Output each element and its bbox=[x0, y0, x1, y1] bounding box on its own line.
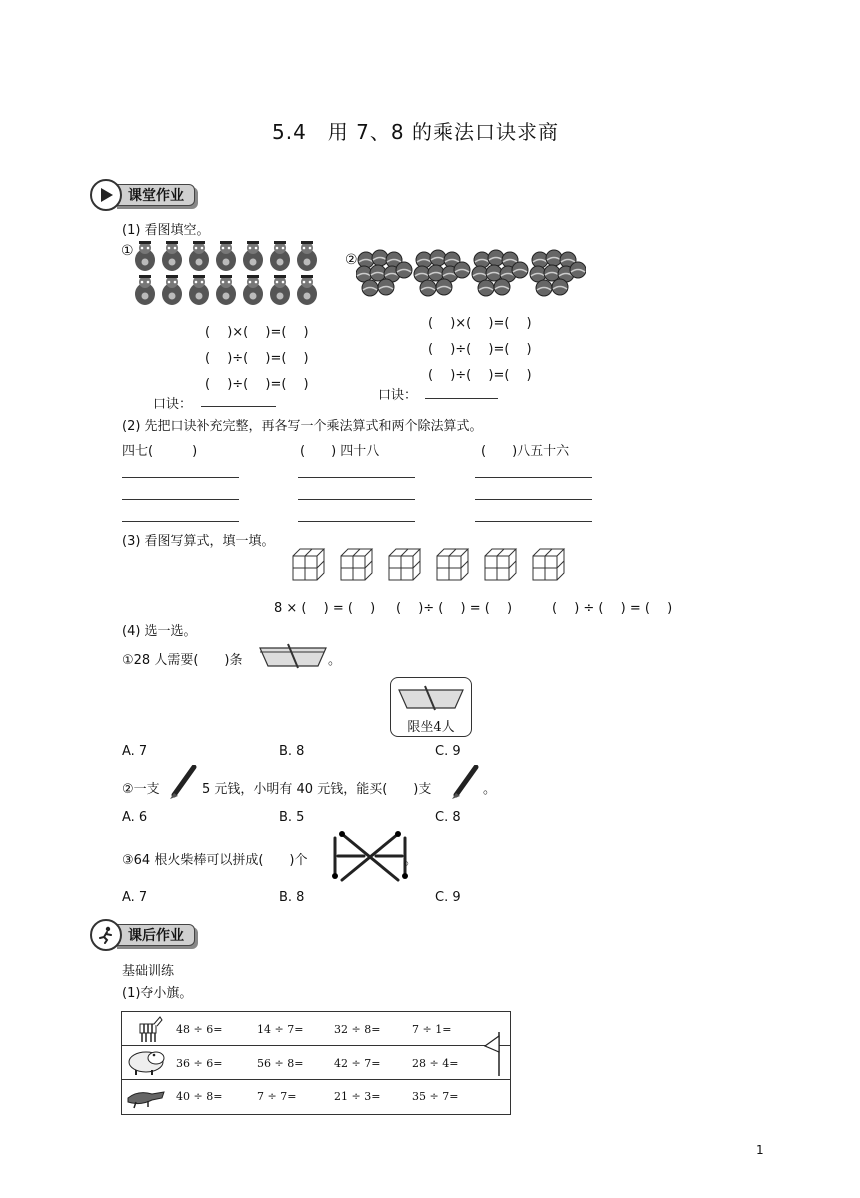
equation-blank[interactable]: ( )÷( )=( ) bbox=[205, 377, 309, 392]
division-problem[interactable]: 35 ÷ 7= bbox=[412, 1090, 459, 1103]
period: 。 bbox=[483, 782, 497, 797]
boat-icon bbox=[258, 638, 328, 670]
answer-line[interactable] bbox=[201, 406, 276, 407]
division-problem[interactable]: 21 ÷ 3= bbox=[334, 1090, 381, 1103]
option-a[interactable]: A. 7 bbox=[122, 744, 148, 759]
equation-blank[interactable]: ( ) ÷ ( ) = ( ) bbox=[552, 601, 673, 616]
question-text: ③64 根火柴棒可以拼成( )个 bbox=[122, 853, 308, 868]
boat-icon bbox=[397, 682, 465, 712]
question-heading: (3) 看图写算式，填一填。 bbox=[122, 534, 275, 549]
row-divider bbox=[121, 1079, 511, 1080]
answer-line[interactable] bbox=[298, 477, 415, 478]
row-divider bbox=[121, 1045, 511, 1046]
hippo-icon bbox=[126, 1048, 166, 1076]
question-heading: (1) 看图填空。 bbox=[122, 223, 210, 238]
crocodile-icon bbox=[126, 1084, 166, 1110]
option-b[interactable]: B. 8 bbox=[279, 890, 305, 905]
answer-line[interactable] bbox=[298, 521, 415, 522]
option-b[interactable]: B. 5 bbox=[279, 810, 305, 825]
division-problem[interactable]: 40 ÷ 8= bbox=[176, 1090, 223, 1103]
equation-blank[interactable]: ( )×( )=( ) bbox=[205, 325, 309, 340]
answer-line[interactable] bbox=[122, 499, 239, 500]
option-b[interactable]: B. 8 bbox=[279, 744, 305, 759]
section-banner-homework bbox=[90, 922, 195, 948]
answer-line[interactable] bbox=[475, 477, 592, 478]
pen-icon bbox=[168, 765, 198, 801]
question-heading: (2) 先把口诀补充完整，再各写一个乘法算式和两个除法算式。 bbox=[122, 419, 483, 434]
pen-icon bbox=[450, 765, 480, 801]
item-marker: ① bbox=[121, 243, 134, 259]
division-problem[interactable]: 42 ÷ 7= bbox=[334, 1057, 381, 1070]
zebra-icon bbox=[134, 1014, 164, 1044]
question-text: 5 元钱，小明有 40 元钱，能买( )支 bbox=[202, 782, 432, 797]
boat-sign-label: 限坐4人 bbox=[407, 720, 455, 735]
answer-line[interactable] bbox=[122, 521, 239, 522]
answer-line[interactable] bbox=[475, 521, 592, 522]
runner-icon bbox=[90, 919, 122, 951]
equation-blank[interactable]: 8 × ( ) = ( ) bbox=[274, 601, 376, 616]
division-problem[interactable]: 14 ÷ 7= bbox=[257, 1023, 304, 1036]
section-title: 课后作业 bbox=[114, 924, 195, 946]
division-problem[interactable]: 32 ÷ 8= bbox=[334, 1023, 381, 1036]
option-c[interactable]: C. 8 bbox=[435, 810, 461, 825]
rhyme-label: 口诀： bbox=[153, 397, 193, 412]
toy-figures-image bbox=[132, 238, 320, 308]
item-marker: ② bbox=[345, 252, 358, 268]
option-a[interactable]: A. 6 bbox=[122, 810, 148, 825]
division-problem[interactable]: 48 ÷ 6= bbox=[176, 1023, 223, 1036]
question-heading: (4) 选一选。 bbox=[122, 624, 197, 639]
flag-icon bbox=[482, 1030, 508, 1078]
answer-line[interactable] bbox=[298, 499, 415, 500]
division-problem[interactable]: 36 ÷ 6= bbox=[176, 1057, 223, 1070]
page-title: 5.4 用 7、8 的乘法口诀求商 bbox=[272, 120, 559, 144]
division-problem[interactable]: 56 ÷ 8= bbox=[257, 1057, 304, 1070]
option-a[interactable]: A. 7 bbox=[122, 890, 148, 905]
answer-line[interactable] bbox=[122, 477, 239, 478]
matchstick-figure-icon bbox=[330, 828, 410, 886]
page-number: 1 bbox=[756, 1143, 764, 1157]
boat-sign bbox=[390, 677, 472, 737]
cubes-image bbox=[292, 548, 572, 582]
period: 。 bbox=[404, 853, 418, 868]
rhyme-blank[interactable]: 四七( ) bbox=[122, 444, 198, 459]
rhyme-label: 口诀： bbox=[378, 388, 418, 403]
answer-line[interactable] bbox=[475, 499, 592, 500]
equation-blank[interactable]: ( )÷( )=( ) bbox=[428, 368, 532, 383]
period: 。 bbox=[328, 653, 342, 668]
section-banner-classwork bbox=[90, 182, 195, 208]
equation-blank[interactable]: ( )×( )=( ) bbox=[428, 316, 532, 331]
subsection-label: 基础训练 bbox=[122, 964, 175, 979]
division-problem[interactable]: 28 ÷ 4= bbox=[412, 1057, 459, 1070]
ball-clusters-image bbox=[356, 248, 586, 300]
question-heading: (1)夺小旗。 bbox=[122, 986, 193, 1001]
option-c[interactable]: C. 9 bbox=[435, 890, 461, 905]
equation-blank[interactable]: ( )÷( )=( ) bbox=[428, 342, 532, 357]
play-icon bbox=[90, 179, 122, 211]
option-c[interactable]: C. 9 bbox=[435, 744, 461, 759]
equation-blank[interactable]: ( )÷ ( ) = ( ) bbox=[396, 601, 513, 616]
section-title: 课堂作业 bbox=[114, 184, 195, 206]
equation-blank[interactable]: ( )÷( )=( ) bbox=[205, 351, 309, 366]
division-problem[interactable]: 7 ÷ 7= bbox=[257, 1090, 297, 1103]
question-text: ①28 人需要( )条 bbox=[122, 653, 243, 668]
division-problem[interactable]: 7 ÷ 1= bbox=[412, 1023, 452, 1036]
question-text: ②一支 bbox=[122, 782, 160, 797]
rhyme-blank[interactable]: ( ) 四十八 bbox=[300, 444, 380, 459]
rhyme-blank[interactable]: ( )八五十六 bbox=[481, 444, 570, 459]
answer-line[interactable] bbox=[425, 398, 498, 399]
